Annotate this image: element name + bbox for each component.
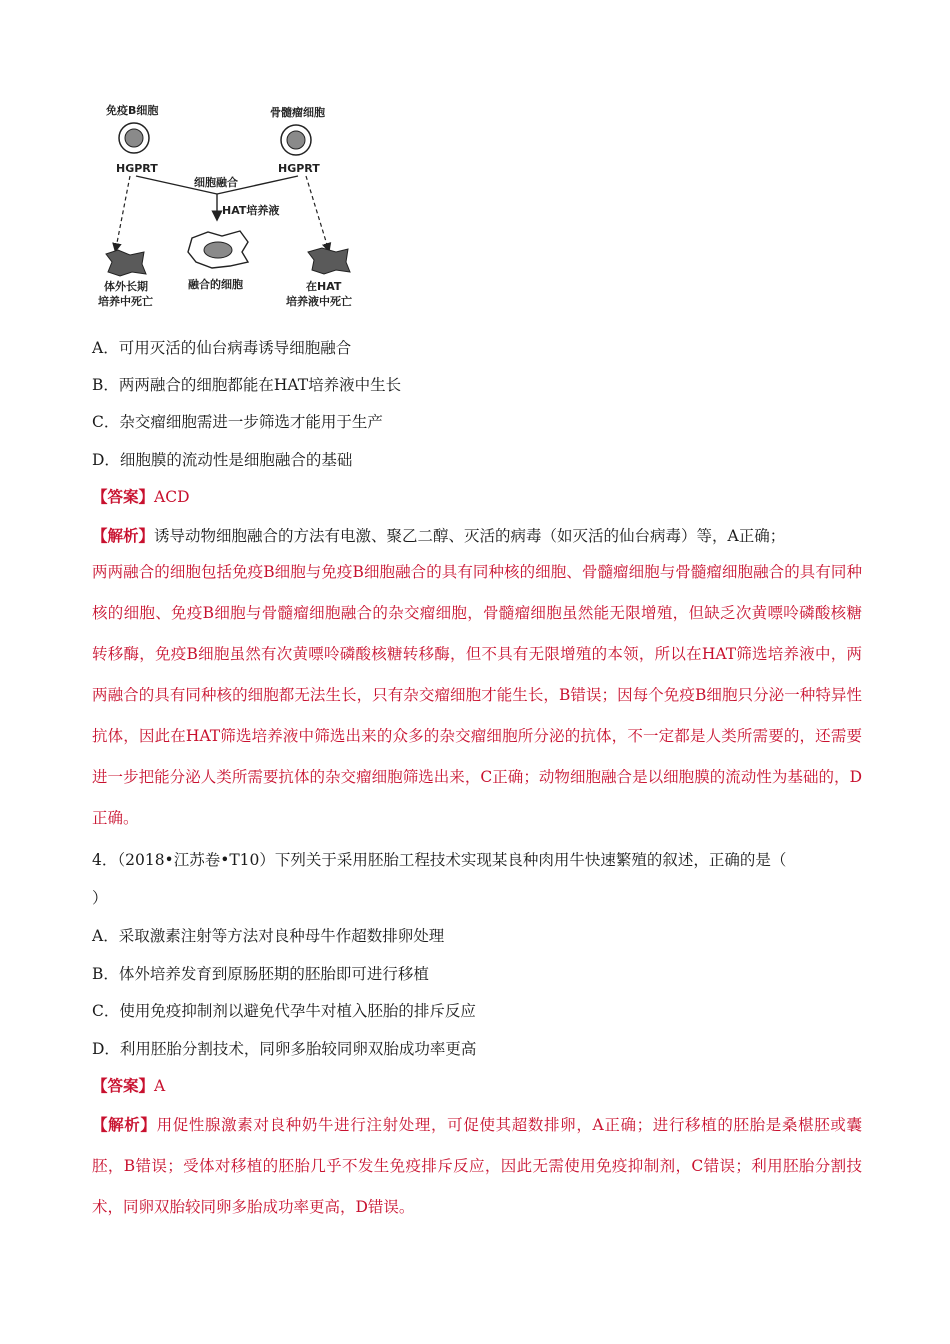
myeloma-cell-label: 骨髓瘤细胞 bbox=[270, 106, 325, 119]
hat-label: HAT培养液 bbox=[222, 204, 280, 217]
q4-stem-end: ） bbox=[92, 889, 108, 907]
fusion-label: 细胞融合 bbox=[194, 176, 238, 189]
answer-value: A bbox=[154, 1077, 166, 1095]
hgprt-left: HGPRT bbox=[116, 162, 158, 175]
answer-tag: 【答案】 bbox=[92, 1076, 155, 1095]
q4-option-c: C．使用免疫抑制剂以避免代孕牛对植入胚胎的排斥反应 bbox=[92, 1002, 476, 1020]
analysis-tag: 【解析】 bbox=[92, 526, 155, 545]
b-cell-label: 免疫B细胞 bbox=[106, 104, 159, 117]
answer-tag: 【答案】 bbox=[92, 487, 155, 506]
left-result-line2: 培养中死亡 bbox=[98, 295, 153, 308]
q3-analysis-body: 两两融合的细胞包括免疫B细胞与免疫B细胞融合的具有同种核的细胞、骨髓瘤细胞与骨髓瘤细胞融合的具有同种核的细胞、免疫B细胞与骨髓瘤细胞融合的杂交瘤细胞，骨髓瘤细胞虽然能无限增殖，但缺乏次黄嘌呤磷酸核糖转移酶，免疫B细胞虽然有次黄嘌呤磷酸核糖转移酶，但不具有无限增殖的本领，所以在HAT筛选培养液中，两两融合的具有同种核的细胞都无法生长，只有杂交瘤细胞才能生长，B错误；因每个免疫B细胞只分泌一种特异性抗体，因此在HAT筛选培养液中筛选出来的众多的杂交瘤细胞所分泌的抗体，不一定都是人类所需要的，还需要进一步把能分泌人类所需要抗体的杂交瘤细胞筛选出来，C正确；动物细胞融合是以细胞膜的流动性为基础的，D正确。 bbox=[92, 563, 862, 827]
q4-option-b: B．体外培养发育到原肠胚期的胚胎即可进行移植 bbox=[92, 965, 429, 983]
left-result-line1: 体外长期 bbox=[104, 280, 148, 293]
cell-fusion-svg bbox=[92, 92, 392, 314]
dead-cell-left-icon bbox=[106, 250, 146, 276]
right-result-line1: 在HAT bbox=[306, 280, 342, 293]
analysis-first: 诱导动物细胞融合的方法有电激、聚乙二醇、灭活的病毒（如灭活的仙台病毒）等，A正确； bbox=[154, 527, 786, 545]
fused-cell-icon bbox=[188, 231, 248, 268]
q4-option-a: A．采取激素注射等方法对良种母牛作超数排卵处理 bbox=[92, 927, 445, 945]
q3-option-c: C．杂交瘤细胞需进一步筛选才能用于生产 bbox=[92, 413, 383, 431]
b-cell-icon bbox=[119, 123, 149, 153]
q3-option-b: B．两两融合的细胞都能在HAT培养液中生长 bbox=[92, 376, 402, 394]
right-result-line2: 培养液中死亡 bbox=[286, 295, 352, 308]
answer-value: ACD bbox=[154, 488, 190, 506]
hgprt-right: HGPRT bbox=[278, 162, 320, 175]
q4-answer bbox=[92, 1076, 862, 1096]
middle-result: 融合的细胞 bbox=[188, 278, 243, 291]
q3-option-d: D．细胞膜的流动性是细胞融合的基础 bbox=[92, 451, 353, 469]
q3-option-a: A．可用灭活的仙台病毒诱导细胞融合 bbox=[92, 339, 352, 357]
myeloma-cell-icon bbox=[281, 125, 311, 155]
analysis-tag: 【解析】 bbox=[92, 1115, 157, 1134]
q3-answer bbox=[92, 487, 862, 507]
q4-analysis bbox=[92, 1104, 862, 1228]
dead-cell-right-icon bbox=[308, 248, 350, 274]
q3-analysis-first-line bbox=[92, 526, 862, 546]
analysis-text: 用促性腺激素对良种奶牛进行注射处理，可促使其超数排卵，A正确；进行移植的胚胎是桑椹胚或囊胚，B错误；受体对移植的胚胎几乎不发生免疫排斥反应，因此无需使用免疫抑制剂，C错误；利用胚胎分割技术，同卵双胎较同卵多胎成功率更高，D错误。 bbox=[92, 1116, 862, 1216]
q4-stem: 4．（2018•江苏卷•T10）下列关于采用胚胎工程技术实现某良种肉用牛快速繁殖的叙述，正确的是（ bbox=[92, 851, 787, 869]
q4-option-d: D．利用胚胎分割技术，同卵多胎较同卵双胎成功率更高 bbox=[92, 1040, 477, 1058]
cell-fusion-diagram bbox=[92, 92, 392, 314]
